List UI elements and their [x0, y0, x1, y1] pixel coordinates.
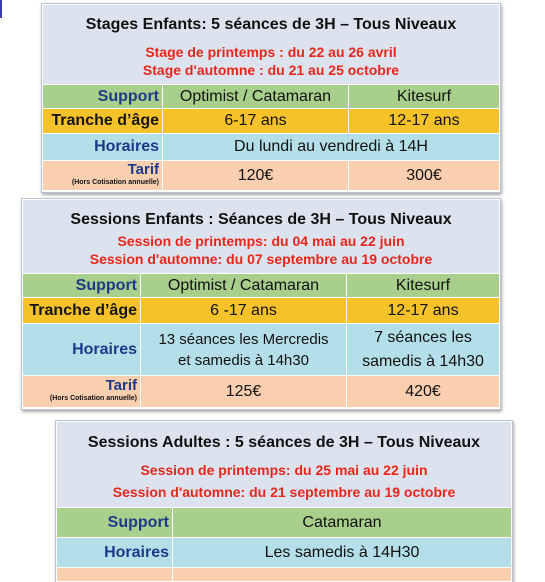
sessions-enfants-age-2: 12-17 ans [347, 298, 500, 324]
stages-automne-dates: Stage d'automne : du 21 au 25 octobre [142, 61, 400, 78]
sessions-enfants-hours-label: Horaires [23, 324, 141, 376]
sessions-enfants-price-2: 420€ [347, 376, 500, 408]
stages-hours-label: Horaires [43, 134, 163, 161]
sessions-enfants-card [21, 198, 501, 410]
sessions-enfants-title: Sessions Enfants : Séances de 3H – Tous Niveaux [70, 210, 452, 228]
sessions-adultes-card [55, 420, 513, 582]
sessions-enfants-age-label: Tranche d’âge [23, 298, 141, 324]
sessions-enfants-table [22, 199, 500, 408]
sessions-enfants-hours-1 [141, 324, 347, 376]
stages-price-note: (Hors Cotisation annuelle) [71, 179, 159, 186]
sessions-adultes-hours-value: Les samedis à 14H30 [173, 538, 512, 568]
stages-price-2: 300€ [349, 161, 500, 191]
sessions-enfants-hours-2 [347, 324, 500, 376]
sessions-adultes-printemps-dates: Session de printemps: du 25 mai au 22 juin [140, 461, 428, 478]
stages-printemps-dates: Stage de printemps : du 22 au 26 avril [145, 43, 397, 60]
sessions-enfants-header [23, 200, 500, 274]
sessions-enfants-support-1: Optimist / Catamaran [141, 274, 347, 298]
sessions-enfants-price-label: Tarif [105, 377, 137, 394]
sessions-enfants-support-2: Kitesurf [347, 274, 500, 298]
sessions-enfants-hours-1-line2: et samedis à 14h30 [178, 351, 309, 369]
sessions-enfants-support-label: Support [23, 274, 141, 298]
stages-hours-value: Du lundi au vendredi à 14H [163, 134, 500, 161]
edge-marker [0, 0, 2, 18]
sessions-enfants-hours-1-line1: 13 séances les Mercredis [158, 330, 329, 348]
sessions-adultes-header [57, 422, 512, 508]
stages-enfants-table [42, 4, 500, 191]
sessions-enfants-hours-2-line2: samedis à 14h30 [362, 352, 484, 370]
sessions-enfants-automne-dates: Session d'automne: du 07 septembre au 19 octobre [89, 250, 433, 267]
stages-enfants-title: Stages Enfants: 5 séances de 3H – Tous Niveaux [85, 15, 457, 33]
sessions-adultes-support-label: Support [57, 508, 173, 538]
stages-support-1: Optimist / Catamaran [163, 85, 349, 109]
sessions-adultes-support-value: Catamaran [173, 508, 512, 538]
sessions-enfants-price-1: 125€ [141, 376, 347, 408]
sessions-enfants-printemps-dates: Session de printemps: du 04 mai au 22 juin [117, 232, 405, 249]
stages-enfants-card [41, 3, 501, 193]
stages-price-1: 120€ [163, 161, 349, 191]
sessions-enfants-price-cell [23, 376, 141, 408]
stages-price-label: Tarif [127, 161, 159, 178]
stages-support-label: Support [43, 85, 163, 109]
stages-price-cell [43, 161, 163, 191]
stages-age-2: 12-17 ans [349, 109, 500, 134]
stages-age-label: Tranche d’âge [43, 109, 163, 134]
sessions-enfants-hours-2-line1: 7 séances les [374, 328, 472, 346]
stages-support-2: Kitesurf [349, 85, 500, 109]
stages-enfants-header [43, 5, 500, 85]
stages-age-1: 6-17 ans [163, 109, 349, 134]
sessions-adultes-partial-label-cell [57, 568, 173, 582]
sessions-adultes-automne-dates: Session d'automne: du 21 septembre au 19 octobre [112, 483, 456, 500]
sessions-enfants-price-note: (Hors Cotisation annuelle) [49, 395, 137, 402]
sessions-enfants-age-1: 6 -17 ans [141, 298, 347, 324]
sessions-adultes-partial-value-cell [173, 568, 512, 582]
sessions-adultes-hours-label: Horaires [57, 538, 173, 568]
sessions-adultes-table [56, 421, 512, 582]
sessions-adultes-title: Sessions Adultes : 5 séances de 3H – Tous Niveaux [87, 433, 481, 451]
